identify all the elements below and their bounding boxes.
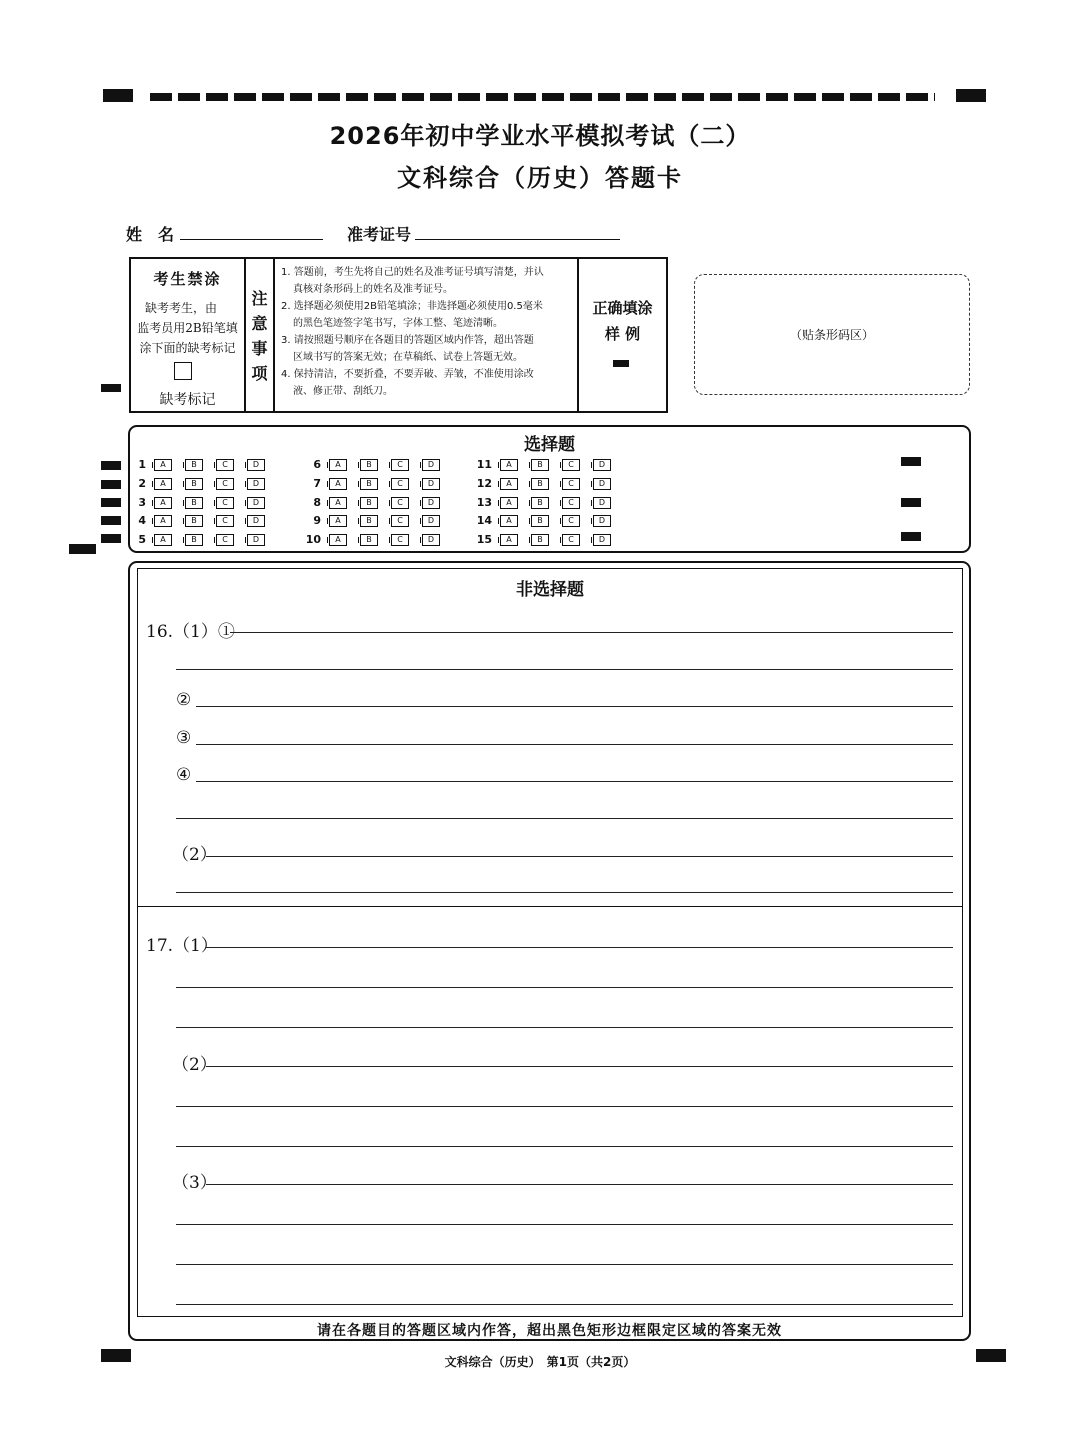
answer-bubble-a[interactable]: A — [500, 497, 518, 509]
answer-bubble-d[interactable]: D — [593, 459, 611, 471]
answer-bubble-d[interactable]: D — [422, 497, 440, 509]
choice-question-row — [295, 514, 453, 528]
answer-line[interactable] — [196, 706, 953, 707]
answer-bubble-c[interactable]: C — [562, 515, 580, 527]
choice-question-row — [120, 458, 278, 472]
answer-bubble-a[interactable]: A — [154, 534, 172, 546]
choice-question-number: 13 — [476, 496, 492, 509]
choice-question-row — [466, 533, 624, 547]
answer-line[interactable] — [176, 1106, 953, 1107]
answer-bubble-b[interactable]: B — [531, 534, 549, 546]
timing-mark-left — [101, 384, 121, 392]
notice-line: 3. 请按照题号顺序在各题目的答题区域内作答，超出答题 — [281, 335, 534, 346]
answer-bubble-d[interactable]: D — [247, 478, 265, 490]
answer-line[interactable] — [176, 1264, 953, 1265]
answer-line[interactable] — [176, 987, 953, 988]
exam-no-label: 准考证号 — [347, 225, 412, 244]
answer-bubble-b[interactable]: B — [360, 478, 378, 490]
timing-mark-left — [69, 544, 96, 554]
choice-question-number: 8 — [313, 496, 321, 509]
absent-mark-checkbox[interactable] — [174, 362, 192, 380]
answer-bubble-c[interactable]: C — [216, 459, 234, 471]
barcode-area-label: （贴条形码区） — [789, 328, 874, 342]
answer-line[interactable] — [206, 856, 953, 857]
choice-question-row — [466, 496, 624, 510]
q17-part2-label: （2） — [172, 1055, 217, 1075]
answer-bubble-c[interactable]: C — [562, 534, 580, 546]
notice-title-char: 注 — [251, 289, 268, 308]
q16-sub3-label: ③ — [176, 728, 192, 748]
choice-question-number: 4 — [138, 514, 146, 527]
notice-line: 真核对条形码上的姓名及准考证号。 — [293, 284, 453, 295]
answer-bubble-b[interactable]: B — [185, 478, 203, 490]
choice-question-row — [120, 496, 278, 510]
answer-bubble-b[interactable]: B — [531, 459, 549, 471]
page-info: 文科综合（历史） 第1页（共2页） — [444, 1355, 636, 1369]
timing-mark-left — [101, 498, 121, 507]
notice-line: 液、修正带、刮纸刀。 — [293, 386, 393, 397]
choice-question-number: 1 — [138, 458, 146, 471]
choice-question-row — [466, 514, 624, 528]
timing-mark-left — [101, 461, 121, 470]
answer-bubble-c[interactable]: C — [562, 478, 580, 490]
answer-bubble-c[interactable]: C — [391, 515, 409, 527]
choice-question-number: 14 — [476, 514, 492, 527]
answer-bubble-a[interactable]: A — [500, 459, 518, 471]
answer-bubble-c[interactable]: C — [391, 497, 409, 509]
answer-bubble-a[interactable]: A — [329, 459, 347, 471]
notice-title-char: 意 — [251, 314, 268, 333]
answer-line[interactable] — [176, 1224, 953, 1225]
question-divider — [137, 906, 963, 907]
timing-strip-top — [150, 93, 935, 101]
choice-question-row — [295, 458, 453, 472]
answer-line[interactable] — [176, 669, 953, 670]
answer-bubble-a[interactable]: A — [154, 515, 172, 527]
q16-sub2-label: ② — [176, 690, 192, 710]
notice-line: 的黑色笔迹签字笔书写，字体工整、笔迹清晰。 — [293, 318, 503, 329]
exam-title: 2026年初中学业水平模拟考试（二） — [329, 122, 751, 150]
nonchoice-inner-frame — [137, 568, 963, 1317]
answer-line[interactable] — [206, 1184, 953, 1185]
answer-bubble-d[interactable]: D — [422, 478, 440, 490]
absent-mark-label: 缺考标记 — [159, 392, 216, 408]
choice-question-row — [295, 533, 453, 547]
answer-bubble-d[interactable]: D — [247, 534, 265, 546]
absent-instructions — [131, 298, 244, 358]
choice-question-row — [295, 496, 453, 510]
choice-question-row — [120, 514, 278, 528]
answer-bubble-c[interactable]: C — [562, 497, 580, 509]
notice-line: 2. 选择题必须使用2B铅笔填涂；非选择题必须使用0.5毫米 — [281, 301, 543, 312]
answer-bubble-b[interactable]: B — [185, 459, 203, 471]
answer-line[interactable] — [176, 818, 953, 819]
answer-line[interactable] — [196, 744, 953, 745]
notice-line: 区域书写的答案无效；在草稿纸、试卷上答题无效。 — [293, 352, 523, 363]
nonchoice-section-title: 非选择题 — [516, 580, 584, 600]
answer-bubble-b[interactable]: B — [360, 459, 378, 471]
notice-title — [246, 286, 273, 386]
answer-bubble-b[interactable]: B — [360, 515, 378, 527]
notice-line: 4. 保持清洁，不要折叠，不要弄破、弄皱，不准使用涂改 — [281, 369, 534, 380]
answer-bubble-c[interactable]: C — [216, 534, 234, 546]
answer-bubble-d[interactable]: D — [422, 459, 440, 471]
answer-sheet-title: 文科综合（历史）答题卡 — [397, 164, 683, 192]
answer-bubble-d[interactable]: D — [422, 534, 440, 546]
answer-bubble-a[interactable]: A — [329, 534, 347, 546]
name-field[interactable] — [180, 223, 323, 240]
answer-bubble-b[interactable]: B — [360, 534, 378, 546]
sample-title: 正确填涂 — [592, 299, 653, 317]
answer-bubble-d[interactable]: D — [247, 459, 265, 471]
answer-line[interactable] — [206, 1066, 953, 1067]
choice-question-number: 9 — [313, 514, 321, 527]
absent-line: 监考员用2B铅笔填 — [137, 321, 238, 335]
choice-question-row — [466, 458, 624, 472]
answer-bubble-c[interactable]: C — [216, 478, 234, 490]
answer-line[interactable] — [196, 781, 953, 782]
answer-bubble-d[interactable]: D — [422, 515, 440, 527]
timing-mark-top-right — [956, 89, 986, 102]
answer-bubble-d[interactable]: D — [593, 534, 611, 546]
q17-part3-label: （3） — [172, 1173, 217, 1193]
answer-bubble-d[interactable]: D — [247, 515, 265, 527]
sample-subtitle: 样 例 — [604, 325, 641, 343]
choice-question-row — [466, 477, 624, 491]
answer-bubble-a[interactable]: A — [500, 478, 518, 490]
choice-question-row — [120, 533, 278, 547]
q17-label: 17.（1） — [146, 936, 218, 956]
footer-warning: 请在各题目的答题区域内作答，超出黑色矩形边框限定区域的答案无效 — [317, 1323, 782, 1339]
choice-question-number: 5 — [138, 533, 146, 546]
info-divider-2 — [273, 257, 275, 413]
answer-bubble-d[interactable]: D — [593, 497, 611, 509]
answer-bubble-d[interactable]: D — [593, 478, 611, 490]
answer-bubble-c[interactable]: C — [216, 497, 234, 509]
answer-bubble-a[interactable]: A — [154, 497, 172, 509]
exam-no-field[interactable] — [415, 223, 620, 240]
timing-mark-top-left — [103, 89, 133, 102]
q16-part2-label: （2） — [172, 845, 217, 865]
answer-bubble-b[interactable]: B — [185, 497, 203, 509]
q16-label: 16.（1）① — [146, 622, 235, 642]
absent-line: 缺考考生，由 — [145, 301, 218, 315]
answer-line[interactable] — [176, 892, 953, 893]
timing-mark-left — [101, 516, 121, 525]
notice-title-char: 项 — [251, 364, 268, 383]
sample-filled-mark — [613, 360, 629, 367]
choice-question-number: 6 — [313, 458, 321, 471]
answer-bubble-a[interactable]: A — [154, 478, 172, 490]
notice-items — [281, 264, 574, 400]
answer-line[interactable] — [230, 632, 953, 633]
answer-bubble-c[interactable]: C — [562, 459, 580, 471]
choice-question-number: 11 — [476, 458, 492, 471]
notice-title-char: 事 — [251, 339, 268, 358]
answer-bubble-c[interactable]: C — [216, 515, 234, 527]
choice-question-row — [295, 477, 453, 491]
answer-bubble-a[interactable]: A — [154, 459, 172, 471]
choice-section-title: 选择题 — [524, 435, 575, 455]
choice-question-number: 10 — [305, 533, 321, 546]
answer-bubble-b[interactable]: B — [531, 478, 549, 490]
answer-bubble-a[interactable]: A — [329, 497, 347, 509]
answer-line[interactable] — [206, 947, 953, 948]
answer-bubble-d[interactable]: D — [593, 515, 611, 527]
choice-question-row — [120, 477, 278, 491]
choice-question-number: 2 — [138, 477, 146, 490]
q16-sub4-label: ④ — [176, 765, 192, 785]
absent-line: 涂下面的缺考标记 — [139, 341, 236, 355]
answer-bubble-b[interactable]: B — [360, 497, 378, 509]
answer-bubble-d[interactable]: D — [247, 497, 265, 509]
name-label: 姓 名 — [126, 225, 175, 244]
answer-bubble-b[interactable]: B — [531, 515, 549, 527]
answer-bubble-a[interactable]: A — [500, 534, 518, 546]
absent-title: 考生禁涂 — [153, 270, 222, 288]
choice-question-number: 3 — [138, 496, 146, 509]
notice-line: 1. 答题前，考生先将自己的姓名及准考证号填写清楚，并认 — [281, 267, 544, 278]
answer-line[interactable] — [176, 1146, 953, 1147]
choice-question-number: 15 — [476, 533, 492, 546]
answer-bubble-c[interactable]: C — [391, 534, 409, 546]
choice-question-number: 12 — [476, 477, 492, 490]
answer-bubble-a[interactable]: A — [329, 515, 347, 527]
answer-line[interactable] — [176, 1304, 953, 1305]
answer-bubble-c[interactable]: C — [391, 459, 409, 471]
answer-bubble-a[interactable]: A — [329, 478, 347, 490]
answer-bubble-a[interactable]: A — [500, 515, 518, 527]
timing-mark-left — [101, 534, 121, 543]
choice-question-number: 7 — [313, 477, 321, 490]
answer-bubble-c[interactable]: C — [391, 478, 409, 490]
answer-bubble-b[interactable]: B — [185, 534, 203, 546]
answer-bubble-b[interactable]: B — [531, 497, 549, 509]
answer-bubble-b[interactable]: B — [185, 515, 203, 527]
timing-mark-left — [101, 480, 121, 489]
answer-line[interactable] — [176, 1027, 953, 1028]
